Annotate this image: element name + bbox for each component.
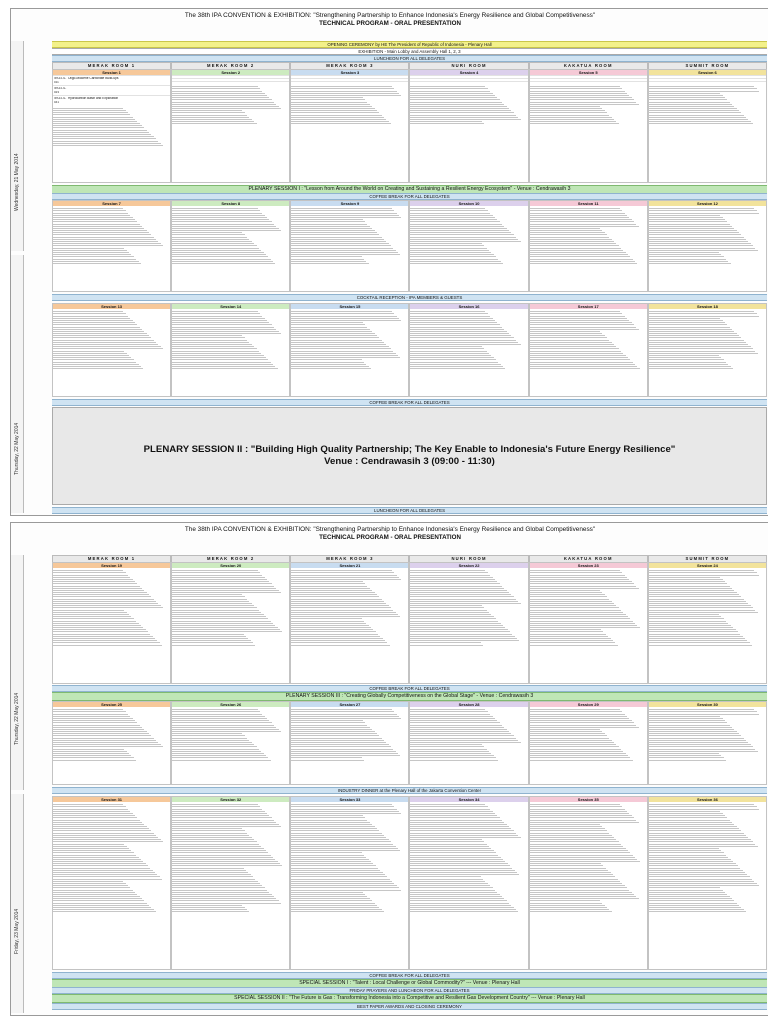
session-cell — [648, 701, 767, 785]
session-number: Session 27 — [291, 702, 408, 707]
session-number: Session 14 — [172, 304, 289, 309]
sessions-row-4 — [52, 562, 767, 684]
session-number: Session 24 — [649, 563, 766, 568]
paper-author — [149, 87, 169, 94]
session-cell — [648, 303, 767, 397]
special-session-1-bar: SPECIAL SESSION I : "Talent : Local Challenge or Global Commodity?" --- Venue : Plenary Hall — [52, 979, 767, 988]
session-number: Session 13 — [53, 304, 170, 309]
top-room-6: SUMMIT ROOM — [648, 62, 767, 70]
session-cell — [290, 69, 409, 183]
session-number: Session 25 — [53, 702, 170, 707]
session-number: Session 2 — [172, 70, 289, 75]
session-number: Session 33 — [291, 797, 408, 802]
unreadable-text-placeholder — [172, 206, 289, 264]
paper-author — [149, 77, 169, 84]
session-cell — [52, 200, 171, 292]
session-cell — [529, 796, 648, 970]
session-number: Session 29 — [530, 702, 647, 707]
program-title-2: TECHNICAL PROGRAM - ORAL PRESENTATION — [319, 534, 461, 541]
program-header-2 — [11, 523, 768, 553]
unreadable-text-placeholder — [53, 568, 170, 646]
top-room-1: MERAK ROOM 1 — [52, 62, 171, 70]
session-cell — [648, 796, 767, 970]
session-number: Session 7 — [53, 201, 170, 206]
session-cell — [409, 562, 528, 684]
top-room-2: MERAK ROOM 2 — [171, 62, 290, 70]
plenary-session-1-bar: PLENARY SESSION I : "Lesson from Around the World on Creating and Sustaining a Resilient Energy Ecosystem" - Venue : Cendrawasih 3 — [52, 185, 767, 194]
unreadable-text-placeholder — [410, 568, 527, 646]
paper-id: IPA14-G-041 — [54, 96, 67, 104]
paper-title — [68, 87, 148, 94]
session-number: Session 8 — [172, 201, 289, 206]
paper-row — [53, 85, 170, 95]
unreadable-text-placeholder — [410, 84, 527, 124]
session-number: Session 22 — [410, 563, 527, 568]
closing-ceremony-bar: BEST PAPER AWARDS AND CLOSING CEREMONY — [52, 1003, 767, 1010]
program-header — [11, 9, 768, 39]
unreadable-text-placeholder — [410, 707, 527, 761]
session-number: Session 5 — [530, 70, 647, 75]
session-number: Session 6 — [649, 70, 766, 75]
unreadable-text-placeholder — [410, 206, 527, 264]
session-number: Session 26 — [172, 702, 289, 707]
bottom-room-5: KAKATUA ROOM — [529, 555, 648, 563]
plenary-session-2-banner — [52, 407, 767, 505]
coffee-break-bar-4: COFFEE BREAK FOR ALL DELEGATES — [52, 972, 767, 979]
plenary-session-2-title: PLENARY SESSION II : "Building High Quality Partnership; The Key Enable to Indonesia's Future Energy Resilience" — [143, 444, 676, 455]
unreadable-text-placeholder — [530, 206, 647, 264]
program-panel-day2-3 — [10, 522, 768, 1016]
session-cell — [52, 701, 171, 785]
session-number: Session 1 — [53, 70, 170, 75]
session-cell — [648, 562, 767, 684]
unreadable-text-placeholder — [172, 309, 289, 369]
paper-author — [149, 97, 169, 104]
session-number: Session 20 — [172, 563, 289, 568]
unreadable-text-placeholder — [53, 309, 170, 369]
bottom-room-6: SUMMIT ROOM — [648, 555, 767, 563]
session-number: Session 35 — [530, 797, 647, 802]
bottom-room-1: MERAK ROOM 1 — [52, 555, 171, 563]
day-column-thu — [11, 255, 24, 513]
session-cell — [648, 69, 767, 183]
session-cell — [171, 303, 290, 397]
session-cell — [52, 796, 171, 970]
paper-row — [53, 75, 170, 85]
top-room-3: MERAK ROOM 3 — [290, 62, 409, 70]
session-cell — [529, 303, 648, 397]
sessions-row-2 — [52, 200, 767, 292]
unreadable-text-placeholder — [410, 309, 527, 369]
unreadable-text-placeholder — [291, 206, 408, 264]
session-number: Session 21 — [291, 563, 408, 568]
session-number: Session 11 — [530, 201, 647, 206]
session-number: Session 3 — [291, 70, 408, 75]
session-cell — [171, 701, 290, 785]
session-number: Session 32 — [172, 797, 289, 802]
session-cell — [409, 69, 528, 183]
session-cell — [529, 701, 648, 785]
top-room-5: KAKATUA ROOM — [529, 62, 648, 70]
session-cell — [409, 796, 528, 970]
day-column-thu-2 — [11, 555, 24, 790]
unreadable-text-placeholder — [530, 84, 647, 124]
coffee-break-bar: COFFEE BREAK FOR ALL DELEGATES — [52, 193, 767, 200]
session-cell — [409, 303, 528, 397]
convention-title: The 38th IPA CONVENTION & EXHIBITION: "Strengthening Partnership to Enhance Indonesia's Energy Resilience and Global Competitiveness" — [184, 12, 596, 19]
unreadable-text-placeholder — [530, 707, 647, 761]
session-cell — [409, 200, 528, 292]
sessions-row-3 — [52, 303, 767, 397]
unreadable-text-placeholder — [649, 309, 766, 369]
opening-ceremony-bar: OPENING CEREMONY by HE The President of Republic of Indonesia - Plenary Hall — [52, 41, 767, 48]
day-column-wed — [11, 41, 24, 251]
session-cell — [290, 562, 409, 684]
bottom-room-3: MERAK ROOM 3 — [290, 555, 409, 563]
session-number: Session 4 — [410, 70, 527, 75]
session-cell — [171, 562, 290, 684]
unreadable-text-placeholder — [53, 707, 170, 761]
session-number: Session 34 — [410, 797, 527, 802]
unreadable-text-placeholder — [53, 106, 170, 146]
session-number: Session 19 — [53, 563, 170, 568]
bottom-room-2: MERAK ROOM 2 — [171, 555, 290, 563]
session-cell — [409, 701, 528, 785]
exhibition-bar: EXHIBITION - Main Lobby and Assembly Hall 1, 2, 3 — [52, 48, 767, 55]
unreadable-text-placeholder — [291, 568, 408, 646]
day-column-fri — [11, 794, 24, 1013]
unreadable-text-placeholder — [291, 802, 408, 912]
plenary-session-3-bar: PLENARY SESSION III : "Creating Globally Competitiveness on the Global Stage" - Venue : Cendrawasih 3 — [52, 692, 767, 701]
session-cell — [529, 200, 648, 292]
unreadable-text-placeholder — [530, 802, 647, 912]
unreadable-text-placeholder — [53, 206, 170, 264]
convention-title-2: The 38th IPA CONVENTION & EXHIBITION: "Strengthening Partnership to Enhance Indonesia's Energy Resilience and Global Competitiveness" — [184, 526, 596, 533]
unreadable-text-placeholder — [649, 802, 766, 912]
unreadable-text-placeholder — [649, 206, 766, 264]
sessions-row-6 — [52, 796, 767, 970]
session-cell — [52, 303, 171, 397]
luncheon-bar: LUNCHEON FOR ALL DELEGATES — [52, 55, 767, 62]
paper-id: IPA14-G-023 — [54, 86, 67, 94]
bottom-room-4: NURI ROOM — [409, 555, 528, 563]
session-cell — [171, 69, 290, 183]
unreadable-text-placeholder — [172, 84, 289, 124]
session-cell — [648, 200, 767, 292]
sessions-row-5 — [52, 701, 767, 785]
session-cell — [290, 303, 409, 397]
unreadable-text-placeholder — [649, 84, 766, 124]
paper-title: Oligo-Miocene Carbonate Build-ups — [68, 77, 119, 80]
day-label-fri: Friday, 23 May 2014 — [14, 908, 20, 954]
unreadable-text-placeholder — [410, 802, 527, 912]
day-label-thu-2: Thursday, 22 May 2014 — [14, 692, 20, 745]
session-number: Session 31 — [53, 797, 170, 802]
session-cell — [171, 200, 290, 292]
paper-title: Hydrocarbon Basin and Exploration — [68, 97, 119, 101]
paper-row — [53, 95, 170, 105]
session-number: Session 15 — [291, 304, 408, 309]
paper-id: IPA14-G-011 — [54, 76, 67, 84]
unreadable-text-placeholder — [530, 568, 647, 646]
program-panel-day1-2 — [10, 8, 768, 516]
plenary-session-2-venue: Venue : Cendrawasih 3 (09:00 - 11:30) — [324, 456, 495, 467]
cocktail-reception-bar: COCKTAIL RECEPTION - IPA MEMBERS & GUESTS — [52, 294, 767, 301]
friday-prayers-bar: FRIDAY PRAYERS AND LUNCHEON FOR ALL DELEGATES — [52, 987, 767, 994]
coffee-break-bar-2: COFFEE BREAK FOR ALL DELEGATES — [52, 399, 767, 406]
unreadable-text-placeholder — [172, 802, 289, 912]
unreadable-text-placeholder — [291, 309, 408, 369]
unreadable-text-placeholder — [530, 309, 647, 369]
session-cell — [171, 796, 290, 970]
session-number: Session 16 — [410, 304, 527, 309]
unreadable-text-placeholder — [291, 707, 408, 761]
session-number: Session 17 — [530, 304, 647, 309]
luncheon-bar-2: LUNCHEON FOR ALL DELEGATES — [52, 507, 767, 514]
unreadable-text-placeholder — [649, 707, 766, 761]
session-cell — [529, 69, 648, 183]
unreadable-text-placeholder — [649, 568, 766, 646]
session-number: Session 12 — [649, 201, 766, 206]
session-number: Session 36 — [649, 797, 766, 802]
unreadable-text-placeholder — [291, 84, 408, 124]
coffee-break-bar-3: COFFEE BREAK FOR ALL DELEGATES — [52, 685, 767, 692]
session-cell — [52, 69, 171, 183]
unreadable-text-placeholder — [172, 568, 289, 646]
top-room-4: NURI ROOM — [409, 62, 528, 70]
session-cell — [290, 796, 409, 970]
session-number: Session 30 — [649, 702, 766, 707]
session-number: Session 18 — [649, 304, 766, 309]
session-cell — [290, 701, 409, 785]
session-number: Session 23 — [530, 563, 647, 568]
program-title: TECHNICAL PROGRAM - ORAL PRESENTATION — [319, 20, 461, 27]
session-number: Session 28 — [410, 702, 527, 707]
unreadable-text-placeholder — [172, 707, 289, 761]
special-session-2-bar: SPECIAL SESSION II : "The Future is Gas : Transforming Indonesia into a Competitive and Resilient Gas Development Country" --- Venue : Plenary Hall — [52, 994, 767, 1003]
session-number: Session 9 — [291, 201, 408, 206]
day-label-thu: Thursday, 22 May 2014 — [14, 422, 20, 475]
session-cell — [529, 562, 648, 684]
sessions-row-1 — [52, 69, 767, 183]
session-cell — [52, 562, 171, 684]
unreadable-text-placeholder — [53, 802, 170, 912]
session-number: Session 10 — [410, 201, 527, 206]
session-cell — [290, 200, 409, 292]
industry-dinner-bar: INDUSTRY DINNER at the Plenary Hall of the Jakarta Convention Center — [52, 787, 767, 794]
day-label-wed: Wednesday, 21 May 2014 — [14, 153, 20, 211]
